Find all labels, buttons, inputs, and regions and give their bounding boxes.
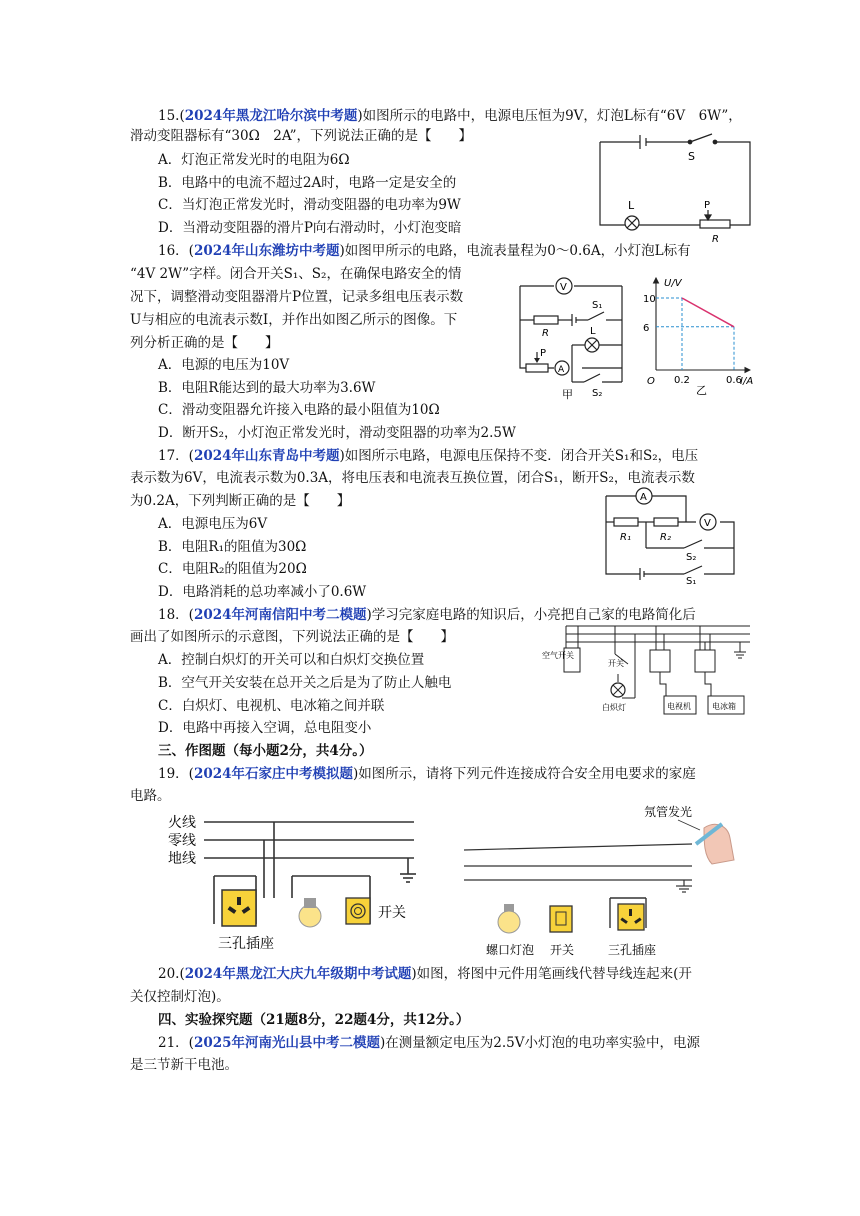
switch-icon xyxy=(346,898,370,924)
section-heading-drawing: 三、作图题（每小题2分，共4分。） xyxy=(158,743,373,759)
rheostat-icon xyxy=(526,364,548,372)
question-number: 16．( xyxy=(158,243,194,259)
switch-label: S xyxy=(688,150,695,163)
q20-right-figure xyxy=(460,798,750,964)
question-number: 18．( xyxy=(158,607,194,623)
figure-caption-b: 乙 xyxy=(696,384,707,397)
x-tick-label: 0.2 xyxy=(674,375,690,386)
q19-left-figure xyxy=(160,806,422,958)
resistor-icon xyxy=(534,316,558,324)
switch-label: 开关 xyxy=(550,943,575,957)
q16-stem-line2: “4V 2W”字样。闭合开关S₁、S₂，在确保电路安全的情 xyxy=(130,266,462,282)
q16-stem-line4: U与相应的电流表示数I，并作出如图乙所示的图像。下 xyxy=(130,312,458,328)
q17-option-c: C．电阻R₂的阻值为20Ω xyxy=(158,561,307,577)
q15-option-c: C．当灯泡正常发光时，滑动变阻器的电功率为9W xyxy=(158,197,461,213)
ammeter-label: A xyxy=(558,365,565,375)
y-tick-label: 6 xyxy=(643,322,650,334)
q18-home-circuit-figure xyxy=(540,618,758,724)
r1-label: R₁ xyxy=(620,532,631,543)
q18-option-c: C．白炽灯、电视机、电冰箱之间并联 xyxy=(158,698,385,714)
question-text: )如图所示，请将下列元件连接成符合安全用电要求的家庭 xyxy=(353,766,696,782)
question-number: 15.( xyxy=(158,108,185,124)
s2-label: S₂ xyxy=(686,552,697,563)
screw-bulb-label: 螺口灯泡 xyxy=(486,943,535,957)
resistor-r1-icon xyxy=(614,518,638,526)
switch-blade xyxy=(690,134,712,142)
q15-option-a: A．灯泡正常发光时的电阻为6Ω xyxy=(158,152,350,168)
q16-ui-graph xyxy=(642,274,760,396)
q18-stem-line2: 画出了如图所示的示意图，下列说法正确的是【 】 xyxy=(130,629,454,645)
q17-circuit-figure xyxy=(598,486,748,587)
fridge-label: 电冰箱 xyxy=(712,702,736,711)
source-tag: 2024年山东青岛中考题 xyxy=(193,448,340,464)
q20-stem-line1 xyxy=(158,964,692,984)
q16-stem-line5: 列分析正确的是【 】 xyxy=(130,335,279,351)
neon-label: 氖管发光 xyxy=(644,805,693,819)
source-tag: 2024年河南信阳中考二模题 xyxy=(193,607,367,623)
slider-label: P xyxy=(704,200,711,211)
q16-option-d: D．断开S₂，小灯泡正常发光时，滑动变阻器的功率为2.5W xyxy=(158,425,516,441)
q17-stem-line1 xyxy=(158,446,698,466)
figure-caption-a: 甲 xyxy=(562,388,573,401)
q15-stem-line2: 滑动变阻器标有“30Ω 2A”，下列说法正确的是【 】 xyxy=(130,128,473,144)
source-tag: 2025年河南光山县中考二模题 xyxy=(193,1035,381,1051)
voltmeter-label: V xyxy=(560,282,567,293)
s1-label: S₁ xyxy=(686,576,697,587)
q18-option-b: B．空气开关安装在总开关之后是为了防止人触电 xyxy=(158,675,452,691)
slider-label: P xyxy=(540,348,547,359)
switch-label: 开关 xyxy=(378,905,406,921)
q16-stem-line3: 况下，调整滑动变阻器滑片P位置，记录多组电压表示数 xyxy=(130,289,464,305)
q17-stem-line3: 为0.2A，下列判断正确的是【 】 xyxy=(130,493,351,509)
rheostat-icon xyxy=(700,220,730,228)
q15-stem-line1 xyxy=(158,106,742,126)
x-axis-label: I/A xyxy=(740,376,754,387)
q19-stem-line2: 电路。 xyxy=(130,788,171,804)
source-tag: 2024年山东潍坊中考题 xyxy=(193,243,340,259)
source-tag: 2024年石家庄中考模拟题 xyxy=(193,766,354,782)
q16-option-a: A．电源的电压为10V xyxy=(158,357,290,373)
switch-icon xyxy=(550,906,572,932)
air-switch-label: 空气开关 xyxy=(542,651,574,660)
series-line xyxy=(682,298,734,327)
question-number: 21．( xyxy=(158,1035,194,1051)
r2-label: R₂ xyxy=(660,532,671,543)
question-number: 19．( xyxy=(158,766,194,782)
screw-bulb-icon xyxy=(498,904,520,933)
switch-s1-label: S₁ xyxy=(592,300,603,311)
q17-option-b: B．电阻R₁的阻值为30Ω xyxy=(158,539,307,555)
resistor-label: R xyxy=(542,328,549,339)
q15-option-d: D．当滑动变阻器的滑片P向右滑动时，小灯泡变暗 xyxy=(158,220,462,236)
q17-option-a: A．电源电压为6V xyxy=(158,516,268,532)
switch-s2-label: S₂ xyxy=(592,388,603,399)
question-text: )如图，将图中元件用笔画线代替导线连起来(开 xyxy=(411,966,692,982)
y-axis-label: U/V xyxy=(664,278,682,289)
q18-option-d: D．电路中再接入空调，总电阻变小 xyxy=(158,720,372,736)
ammeter-label: A xyxy=(640,492,647,503)
question-text: )如图所示的电路中，电源电压恒为9V，灯泡L标有“6V 6W”， xyxy=(357,108,742,124)
question-number: 20.( xyxy=(158,966,185,982)
lamp-label: L xyxy=(628,199,635,212)
origin-label: O xyxy=(647,376,655,387)
question-text: )在测量额定电压为2.5V小灯泡的电功率实验中，电源 xyxy=(380,1035,701,1051)
q21-stem-line2: 是三节新干电池。 xyxy=(130,1057,238,1073)
q19-stem-line1 xyxy=(158,764,696,784)
lamp-label: 白炽灯 xyxy=(602,703,626,712)
live-wire-label: 火线 xyxy=(168,815,196,831)
question-text: )学习完家庭电路的知识后，小亮把自己家的电路简化后 xyxy=(366,607,696,623)
socket-icon xyxy=(222,890,256,926)
source-tag: 2024年黑龙江哈尔滨中考题 xyxy=(184,108,358,124)
q16-stem-line1 xyxy=(158,241,691,261)
q15-circuit-figure xyxy=(590,130,760,245)
neutral-wire-label: 零线 xyxy=(168,833,196,849)
voltmeter-label: V xyxy=(704,518,711,529)
source-tag: 2024年黑龙江大庆九年级期中考试题 xyxy=(184,966,412,982)
x-tick-label: 0.6 xyxy=(726,375,742,386)
question-text: )如图甲所示的电路，电流表量程为0～0.6A，小灯泡L标有 xyxy=(339,243,691,259)
q20-stem-line2: 关仅控制灯泡)。 xyxy=(130,989,230,1005)
tv-label: 电视机 xyxy=(667,702,691,711)
lamp-label: L xyxy=(590,326,596,337)
section-heading-experiment: 四、实验探究题（21题8分，22题4分，共12分。） xyxy=(158,1012,470,1028)
switch-label: 开关 xyxy=(608,659,624,668)
question-text: )如图所示电路，电源电压保持不变．闭合开关S₁和S₂，电压 xyxy=(339,448,699,464)
rheostat-label: R xyxy=(712,234,719,245)
q18-option-a: A．控制白炽灯的开关可以和白炽灯交换位置 xyxy=(158,652,425,668)
socket-label: 三孔插座 xyxy=(218,936,274,952)
q16-option-b: B．电阻R能达到的最大功率为3.6W xyxy=(158,380,376,396)
socket-label: 三孔插座 xyxy=(608,943,657,957)
q17-option-d: D．电路消耗的总功率减小了0.6W xyxy=(158,584,367,600)
resistor-r2-icon xyxy=(654,518,678,526)
q16-circuit-figure-a xyxy=(512,272,637,402)
hand-test-pen-icon xyxy=(696,824,734,864)
q21-stem-line1 xyxy=(158,1033,700,1053)
q15-option-b: B．电路中的电流不超过2A时，电路一定是安全的 xyxy=(158,175,457,191)
socket-icon xyxy=(610,898,646,930)
y-tick-label: 10 xyxy=(643,294,656,305)
ground-wire-label: 地线 xyxy=(168,851,196,867)
bulb-icon xyxy=(299,898,321,927)
q17-stem-line2: 表示数为6V，电流表示数为0.3A，将电压表和电流表互换位置，闭合S₁，断开S₂，电流表示数 xyxy=(130,470,695,486)
q16-option-c: C．滑动变阻器允许接入电路的最小阻值为10Ω xyxy=(158,402,440,418)
question-number: 17．( xyxy=(158,448,194,464)
